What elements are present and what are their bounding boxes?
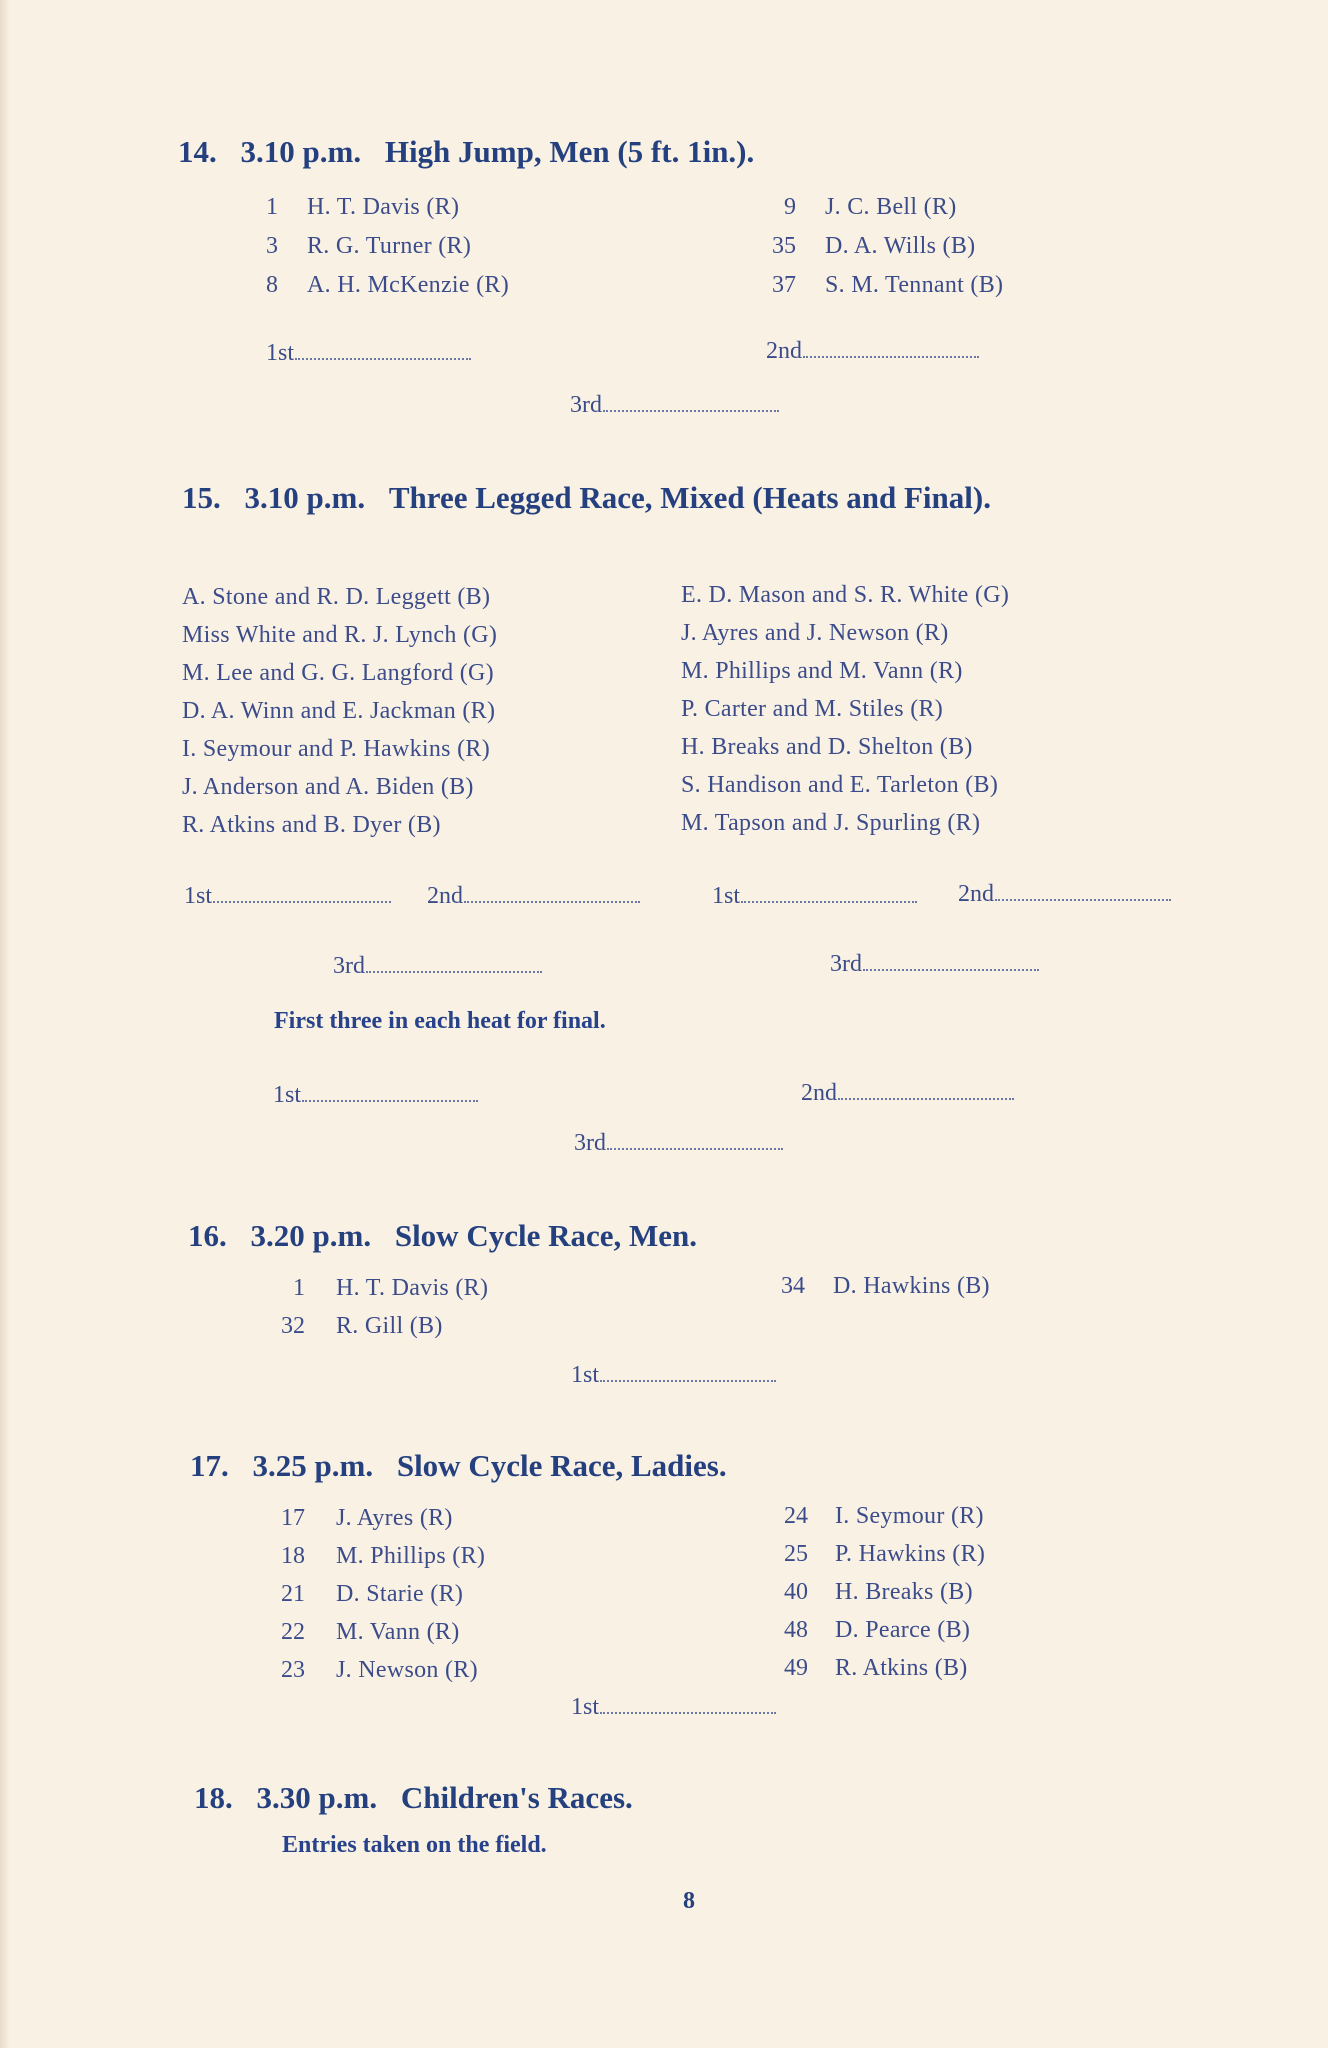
entry-number: 48: [784, 1617, 808, 1643]
place-label: 3rd: [333, 953, 365, 979]
entry-number: 40: [784, 1579, 808, 1605]
entry-number: 35: [772, 233, 796, 259]
heat2-second-line: [958, 881, 1171, 908]
entry-name: J. Newson (R): [336, 1657, 478, 1683]
heat1-second-line: [427, 883, 640, 910]
event-title: Children's Races.: [400, 1780, 633, 1815]
event-15-heading: [182, 480, 991, 516]
entry-number: 49: [784, 1655, 808, 1681]
entry-name: J. C. Bell (R): [825, 194, 957, 220]
place-label: 1st: [571, 1362, 600, 1388]
entry-name: D. Starie (R): [336, 1581, 464, 1607]
page-number: 8: [683, 1888, 695, 1914]
event-number: 16.: [188, 1218, 227, 1253]
entry-number: 24: [784, 1503, 808, 1529]
entry-name: D. A. Wills (B): [825, 233, 976, 259]
entry-number: 1: [293, 1275, 305, 1301]
event-title: Slow Cycle Race, Men.: [394, 1218, 698, 1253]
heat2-first-line: [712, 883, 917, 910]
entry-name: R. G. Turner (R): [307, 233, 472, 259]
event-time: 3.10 p.m.: [244, 480, 366, 515]
place-label: 2nd: [766, 338, 802, 364]
pair-entry: M. Lee and G. G. Langford (G): [182, 660, 494, 686]
entry-name: P. Hawkins (R): [835, 1541, 986, 1567]
event-title: Three Legged Race, Mixed (Heats and Final).: [388, 480, 991, 515]
final-first-line: [273, 1082, 478, 1109]
fill-in-line: [741, 899, 917, 903]
fill-in-line: [600, 1710, 776, 1714]
fill-in-line: [213, 899, 391, 903]
fill-in-line: [607, 1146, 783, 1150]
entry-name: H. Breaks (B): [835, 1579, 973, 1605]
pair-entry: S. Handison and E. Tarleton (B): [681, 772, 999, 798]
pair-entry: D. A. Winn and E. Jackman (R): [182, 698, 496, 724]
entry-number: 21: [281, 1581, 305, 1607]
entry-number: 22: [281, 1619, 305, 1645]
place-first-line: [571, 1362, 776, 1389]
entry-number: 17: [281, 1505, 305, 1531]
page-edge-shadow: [0, 0, 10, 2048]
heat1-first-line: [184, 883, 391, 910]
event-time: 3.10 p.m.: [240, 134, 362, 169]
event-18-heading: [194, 1780, 633, 1816]
pair-entry: P. Carter and M. Stiles (R): [681, 696, 944, 722]
event-number: 17.: [190, 1448, 229, 1483]
event-16-heading: [188, 1218, 697, 1254]
place-second-line: [766, 338, 979, 365]
event-title: High Jump, Men (5 ft. 1in.).: [384, 134, 755, 169]
entry-name: M. Phillips (R): [336, 1543, 486, 1569]
entry-name: A. H. McKenzie (R): [307, 272, 510, 298]
final-third-line: [574, 1130, 783, 1157]
place-label: 3rd: [574, 1130, 606, 1156]
entry-number: 37: [772, 272, 796, 298]
event-time: 3.30 p.m.: [256, 1780, 378, 1815]
pair-entry: J. Ayres and J. Newson (R): [681, 620, 949, 646]
pair-entry: E. D. Mason and S. R. White (G): [681, 582, 1010, 608]
place-label: 2nd: [427, 883, 463, 909]
fill-in-line: [603, 408, 779, 412]
entry-name: H. T. Davis (R): [307, 194, 460, 220]
place-label: 1st: [273, 1082, 302, 1108]
entry-name: R. Atkins (B): [835, 1655, 968, 1681]
fill-in-line: [600, 1378, 776, 1382]
entry-name: D. Pearce (B): [835, 1617, 971, 1643]
place-label: 2nd: [958, 881, 994, 907]
fill-in-line: [863, 967, 1039, 971]
event-number: 14.: [178, 134, 217, 169]
fill-in-line: [995, 897, 1171, 901]
final-note: First three in each heat for final.: [274, 1008, 606, 1034]
pair-entry: I. Seymour and P. Hawkins (R): [182, 736, 491, 762]
place-label: 1st: [184, 883, 213, 909]
place-first-line: [571, 1694, 776, 1721]
entry-number: 1: [266, 194, 278, 220]
pair-entry: J. Anderson and A. Biden (B): [182, 774, 474, 800]
entry-number: 23: [281, 1657, 305, 1683]
entry-name: I. Seymour (R): [835, 1503, 984, 1529]
entry-number: 9: [784, 194, 796, 220]
pair-entry: A. Stone and R. D. Leggett (B): [182, 584, 491, 610]
event-title: Slow Cycle Race, Ladies.: [396, 1448, 727, 1483]
entry-number: 3: [266, 233, 278, 259]
entry-name: R. Gill (B): [336, 1313, 443, 1339]
entry-number: 8: [266, 272, 278, 298]
pair-entry: Miss White and R. J. Lynch (G): [182, 622, 498, 648]
fill-in-line: [302, 1098, 478, 1102]
event-time: 3.25 p.m.: [252, 1448, 374, 1483]
place-first-line: [266, 340, 471, 367]
heat1-third-line: [333, 953, 542, 980]
pair-entry: M. Tapson and J. Spurling (R): [681, 810, 981, 836]
place-label: 1st: [266, 340, 295, 366]
event-14-heading: [178, 134, 754, 170]
fill-in-line: [366, 969, 542, 973]
place-label: 1st: [571, 1694, 600, 1720]
place-label: 3rd: [570, 392, 602, 418]
entry-name: D. Hawkins (B): [833, 1273, 990, 1299]
entry-number: 32: [281, 1313, 305, 1339]
event-number: 18.: [194, 1780, 233, 1815]
entry-name: H. T. Davis (R): [336, 1275, 489, 1301]
pair-entry: M. Phillips and M. Vann (R): [681, 658, 963, 684]
final-second-line: [801, 1080, 1014, 1107]
place-label: 3rd: [830, 951, 862, 977]
place-label: 2nd: [801, 1080, 837, 1106]
entry-name: S. M. Tennant (B): [825, 272, 1004, 298]
place-third-line: [570, 392, 779, 419]
entry-number: 34: [781, 1273, 805, 1299]
event-time: 3.20 p.m.: [250, 1218, 372, 1253]
entry-number: 25: [784, 1541, 808, 1567]
heat2-third-line: [830, 951, 1039, 978]
event-18-note: Entries taken on the field.: [282, 1832, 547, 1858]
fill-in-line: [464, 899, 640, 903]
fill-in-line: [838, 1096, 1014, 1100]
fill-in-line: [295, 356, 471, 360]
fill-in-line: [803, 354, 979, 358]
pair-entry: H. Breaks and D. Shelton (B): [681, 734, 973, 760]
event-17-heading: [190, 1448, 727, 1484]
pair-entry: R. Atkins and B. Dyer (B): [182, 812, 441, 838]
entry-name: J. Ayres (R): [336, 1505, 453, 1531]
entry-number: 18: [281, 1543, 305, 1569]
entry-name: M. Vann (R): [336, 1619, 460, 1645]
event-number: 15.: [182, 480, 221, 515]
place-label: 1st: [712, 883, 741, 909]
